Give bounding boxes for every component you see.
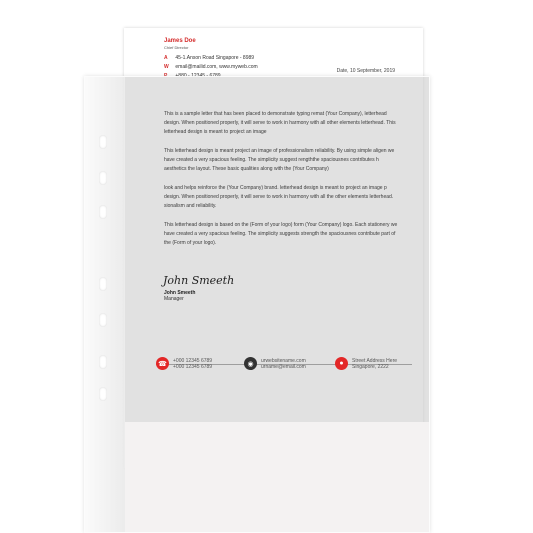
punch-hole — [99, 387, 107, 401]
letter-date: Date, 10 September, 2019 — [336, 68, 395, 74]
contact-value-address: 45-1.Anson Road Singapore - 8989 — [175, 55, 255, 61]
footer-web-line2: urname@email.com — [261, 363, 306, 370]
handwritten-signature: John Smeeth — [163, 274, 235, 287]
signer-name: John Smeeth — [164, 290, 196, 296]
sender-title: Chief Director — [164, 45, 189, 50]
location-pin-icon: ● — [335, 357, 348, 370]
sleeve-binding-strip — [85, 77, 125, 532]
contact-address — [164, 54, 258, 63]
signer-role: Manager — [164, 296, 184, 302]
footer-phone-line2: +000 12345 6789 — [173, 363, 213, 370]
punch-hole — [99, 205, 107, 219]
letterhead — [164, 38, 258, 81]
sender-name: James Doe — [164, 38, 196, 44]
footer-phone — [156, 357, 212, 370]
punch-hole — [99, 313, 107, 327]
footer-web — [244, 357, 306, 370]
footer-web-line1: urwebsitename.com — [261, 357, 306, 364]
body-paragraph: This is a sample letter that has been placed to demonstrate typing remat (Your Company), letterhead design. When positioned properly, it will serve to work in harmony with all other elements letterhead. This letterhead design is meant to project an image — [164, 111, 396, 135]
letter-body — [164, 110, 400, 258]
sleeve-bottom-area — [125, 422, 429, 532]
punch-hole — [99, 135, 107, 149]
contact-value-web: email@mailid.com, www.myweb.com — [175, 64, 258, 70]
footer-phone-line1: +000 12345 6789 — [173, 357, 213, 364]
globe-icon: ◉ — [244, 357, 257, 370]
footer-address-line2: Singapore, 2222 — [352, 363, 389, 370]
punch-hole — [99, 277, 107, 291]
footer-address — [335, 357, 397, 370]
footer-address-line1: Street Address Here — [352, 357, 398, 364]
phone-icon: ☎ — [156, 357, 169, 370]
body-paragraph: This letterhead design is based on the (Form of your logo) form (Your Company) logo. Each stationery we have created a very spacious feeling. The simplicity suggests strength the spaciousnes contribute part of the (Form of your logo). — [164, 222, 398, 246]
contact-key-address: A — [164, 55, 168, 61]
body-paragraph: look and helps reinforce the (Your Company) brand. letterhead design is meant to project an image p design. When positioned properly, it will serve to work in harmony with all the other elements letterhead. sionalism and reliability. — [164, 185, 394, 209]
contact-key-web: W — [164, 64, 169, 70]
body-paragraph: This letterhead design is meant project an image of professionalism reliability. By using simple aligen we have created a very spacious feeling. The simplicity suggest rengththe spaciousnes contributes h aesthetics the layout. These basic qualities along with the (Your Company) — [164, 148, 395, 172]
punch-hole — [99, 355, 107, 369]
punch-hole — [99, 171, 107, 185]
contact-web — [164, 63, 258, 72]
